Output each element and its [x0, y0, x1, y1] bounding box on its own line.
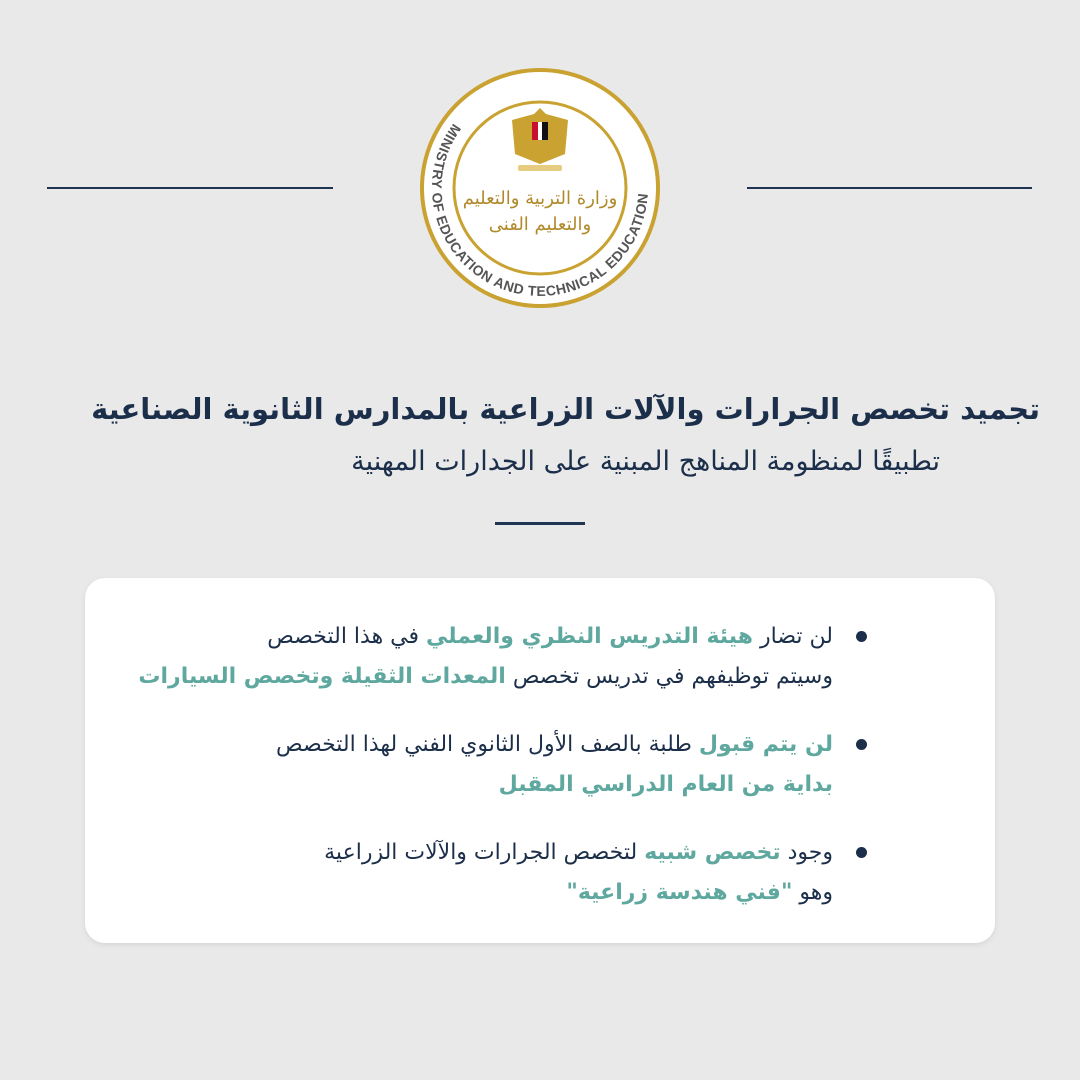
body-text: وجود — [780, 840, 833, 865]
bullet-line — [138, 657, 833, 697]
highlighted-text: "فني هندسة زراعية" — [566, 880, 793, 905]
bullet-item — [138, 617, 833, 697]
bullet-item — [324, 833, 833, 913]
divider-right — [747, 187, 1032, 189]
highlighted-text: لن يتم قبول — [698, 732, 833, 757]
ministry-logo — [418, 66, 662, 310]
logo-ring-text: MINISTRY OF EDUCATION AND TECHNICAL EDUCATION — [428, 121, 651, 299]
divider-left — [47, 187, 333, 189]
highlighted-text: بداية من العام الدراسي المقبل — [498, 772, 833, 797]
bullet-dot-icon — [856, 847, 867, 858]
body-text: وسيتم توظيفهم في تدريس تخصص — [505, 664, 833, 689]
highlighted-text: هيئة التدريس النظري والعملي — [426, 624, 754, 649]
bullet-line — [276, 765, 833, 805]
page-subtitle: تطبيقًا لمنظومة المناهج المبنية على الجدارات المهنية — [351, 446, 940, 477]
logo-arabic-line1: وزارة التربية والتعليم — [462, 188, 618, 209]
bullet-item — [276, 725, 833, 805]
body-text: لتخصص الجرارات والآلات الزراعية — [324, 840, 645, 865]
title-underline — [495, 522, 585, 525]
info-card — [85, 578, 995, 943]
body-text: في هذا التخصص — [267, 624, 427, 649]
bullet-line — [324, 833, 833, 873]
highlighted-text: المعدات الثقيلة وتخصص السيارات — [138, 664, 506, 689]
logo-arabic-line2: والتعليم الفنى — [488, 214, 592, 235]
bullet-line — [138, 617, 833, 657]
bullet-line — [324, 873, 833, 913]
bullet-line — [276, 725, 833, 765]
page-title: تجميد تخصص الجرارات والآلات الزراعية بالمدارس الثانوية الصناعية — [91, 392, 1040, 426]
body-text: طلبة بالصف الأول الثانوي الفني لهذا التخصص — [276, 732, 699, 757]
bullet-dot-icon — [856, 631, 867, 642]
body-text: لن تضار — [753, 624, 833, 649]
bullet-dot-icon — [856, 739, 867, 750]
highlighted-text: تخصص شبيه — [644, 840, 781, 865]
body-text: وهو — [792, 880, 833, 905]
